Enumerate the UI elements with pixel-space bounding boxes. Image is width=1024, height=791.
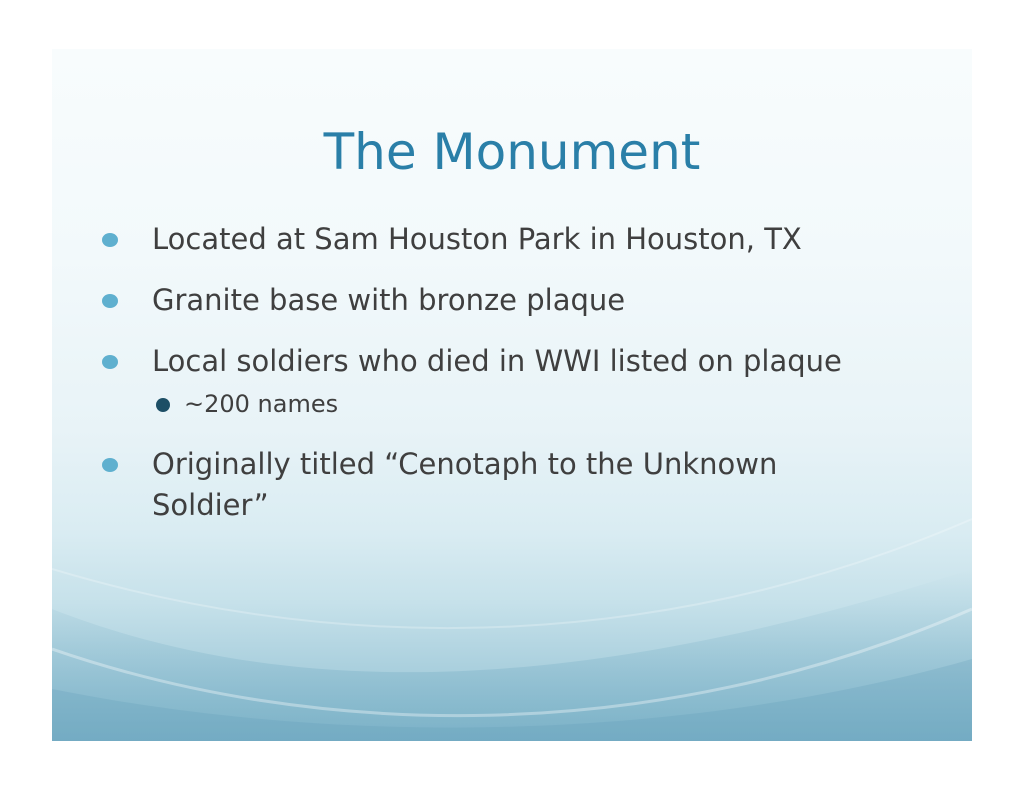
bullet-text: Local soldiers who died in WWI listed on plaque bbox=[152, 344, 842, 378]
slide-title: The Monument bbox=[323, 123, 701, 181]
bullet-text: Located at Sam Houston Park in Houston, TX bbox=[152, 222, 802, 256]
bullet-text: Originally titled “Cenotaph to the Unknown Soldier” bbox=[152, 447, 778, 522]
bullet-item bbox=[98, 341, 898, 382]
bullet-item bbox=[98, 444, 898, 526]
sub-bullet-text: ~200 names bbox=[184, 390, 339, 418]
bullet-item bbox=[98, 280, 898, 321]
sub-bullet-dot-icon bbox=[156, 398, 170, 412]
bullet-dot-icon bbox=[102, 458, 118, 472]
bullet-text: Granite base with bronze plaque bbox=[152, 283, 626, 317]
bullet-list bbox=[98, 219, 898, 546]
sub-bullet-item bbox=[98, 388, 898, 420]
bullet-dot-icon bbox=[102, 233, 118, 247]
bullet-dot-icon bbox=[102, 355, 118, 369]
slide bbox=[52, 49, 972, 741]
bullet-dot-icon bbox=[102, 294, 118, 308]
bullet-item bbox=[98, 219, 898, 260]
